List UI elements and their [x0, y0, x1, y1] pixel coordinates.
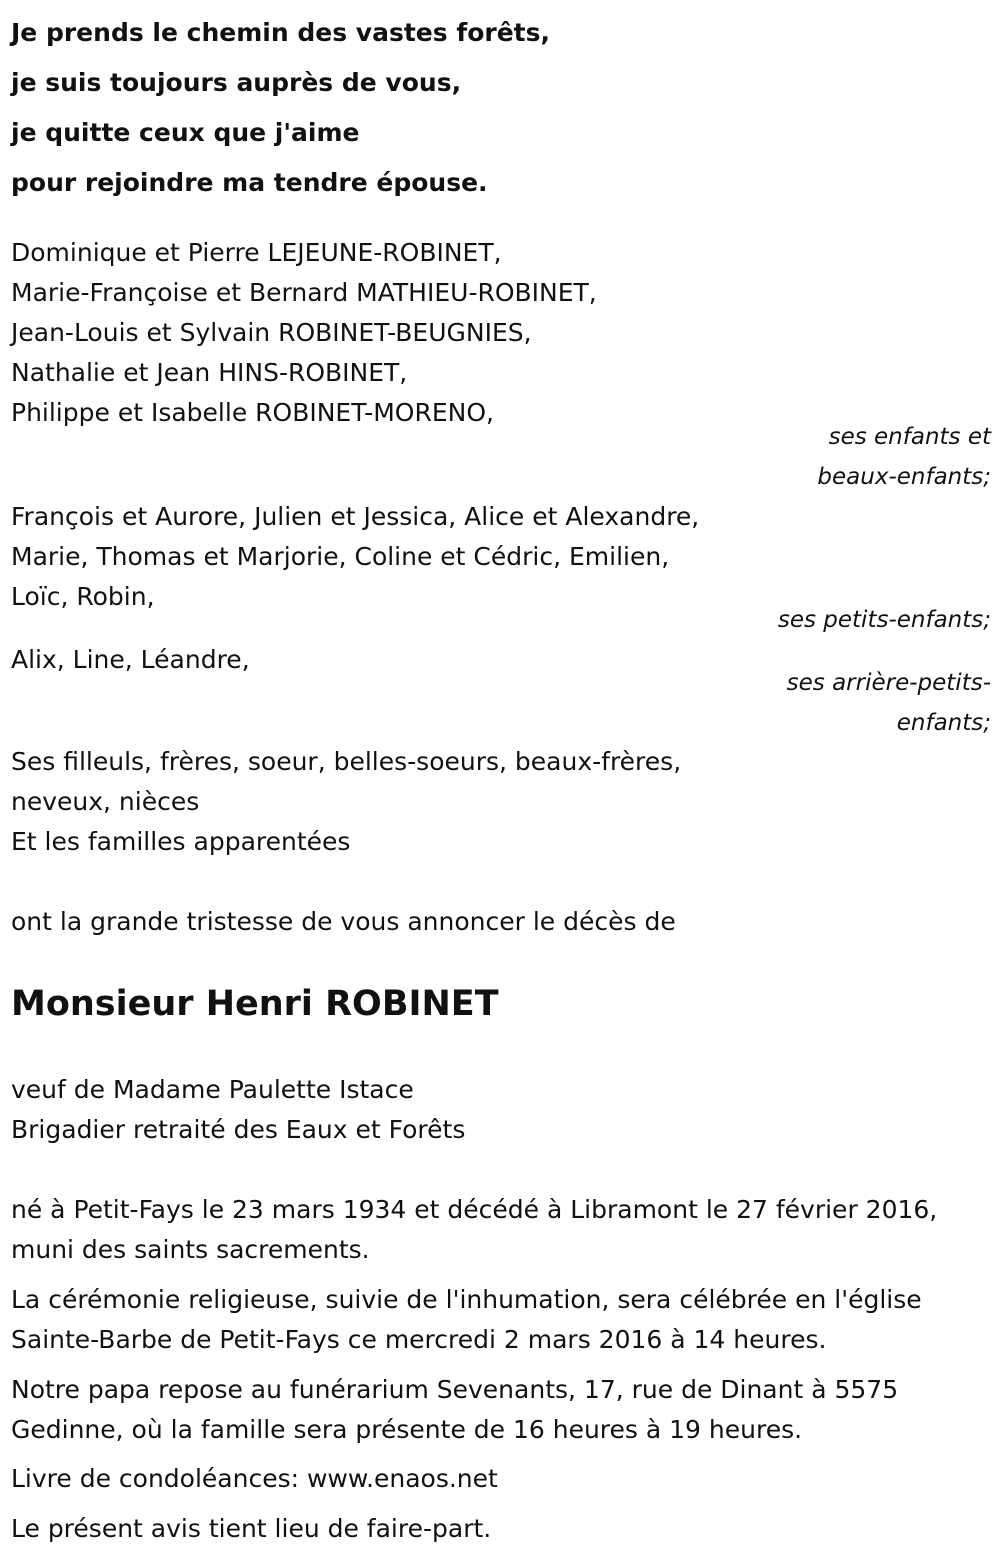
announcement-text: ont la grande tristesse de vous annoncer le décès de: [11, 907, 676, 936]
children-name: Dominique et Pierre LEJEUNE-ROBINET,: [11, 238, 502, 267]
children-list: [11, 233, 597, 433]
grandchildren-relation: ses petits-enfants;: [777, 607, 991, 633]
condolences-line: Livre de condoléances: www.enaos.net: [11, 1464, 498, 1493]
faire-part-note: Le présent avis tient lieu de faire-part.: [11, 1514, 492, 1543]
other-relatives: Ses filleuls, frères, soeur, belles-soeurs, beaux-frères, neveux, nièces Et les familles apparentées: [11, 747, 682, 856]
grandchildren-name: François et Aurore, Julien et Jessica, Alice et Alexandre,: [11, 502, 700, 531]
poem-line: je quitte ceux que j'aime: [11, 118, 360, 147]
poem-line: Je prends le chemin des vastes forêts,: [11, 18, 550, 47]
children-name: Nathalie et Jean HINS-ROBINET,: [11, 358, 408, 387]
poem-line: je suis toujours auprès de vous,: [11, 68, 462, 97]
great-grandchildren-list: [11, 640, 250, 680]
deceased-name: Monsieur Henri ROBINET: [11, 984, 499, 1024]
poem: [11, 8, 550, 208]
grandchildren-name: Marie, Thomas et Marjorie, Coline et Cédric, Emilien,: [11, 542, 670, 571]
great-grandchildren-name: Alix, Line, Léandre,: [11, 645, 250, 674]
children-name: Jean-Louis et Sylvain ROBINET-BEUGNIES,: [11, 318, 532, 347]
children-relation: ses enfants et beaux-enfants;: [817, 424, 991, 490]
great-grandchildren-relation: ses arrière-petits- enfants;: [786, 670, 991, 736]
funerarium-paragraph: Notre papa repose au funérarium Sevenants, 17, rue de Dinant à 5575 Gedinne, où la famille sera présente de 16 heures à 19 heures.: [11, 1375, 899, 1444]
poem-line: pour rejoindre ma tendre épouse.: [11, 168, 488, 197]
children-name: Marie-Françoise et Bernard MATHIEU-ROBINET,: [11, 278, 597, 307]
children-name: Philippe et Isabelle ROBINET-MORENO,: [11, 398, 494, 427]
ceremony-paragraph: La cérémonie religieuse, suivie de l'inhumation, sera célébrée en l'église Sainte-Barbe de Petit-Fays ce mercredi 2 mars 2016 à 14 heures.: [11, 1285, 922, 1354]
birth-death-paragraph: né à Petit-Fays le 23 mars 1934 et décédé à Libramont le 27 février 2016, muni des saints sacrements.: [11, 1195, 938, 1264]
grandchildren-name: Loïc, Robin,: [11, 582, 155, 611]
grandchildren-list: [11, 497, 699, 617]
deceased-details: veuf de Madame Paulette Istace Brigadier retraité des Eaux et Forêts: [11, 1075, 466, 1144]
